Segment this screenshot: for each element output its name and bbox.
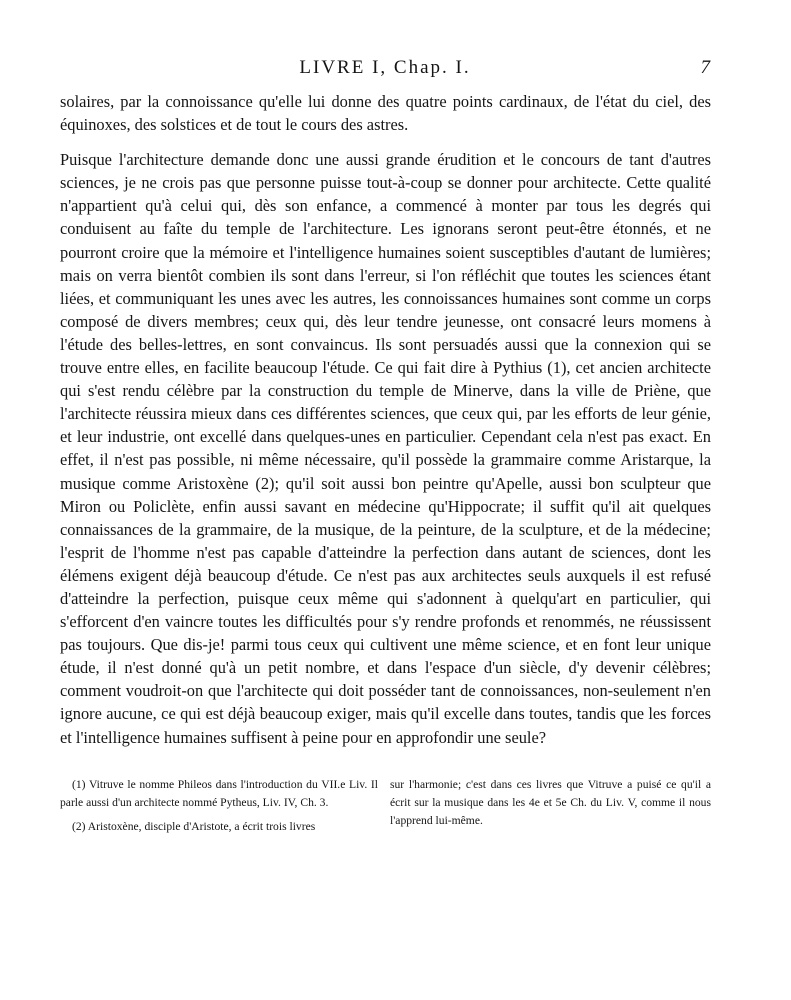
footnotes-left-column <box>60 776 378 841</box>
footnote-1: (1) Vitruve le nomme Phileos dans l'introduction du VII.e Liv. Il parle aussi d'un architecte nommé Pytheus, Liv. IV, Ch. 3. <box>60 778 378 809</box>
page-header <box>60 57 710 83</box>
page-number: 7 <box>700 57 710 78</box>
paragraph-continuation: solaires, par la connoissance qu'elle lui donne des quatre points cardinaux, de l'état du ciel, des équinoxes, des solstices et de tout le cours des astres. <box>60 92 711 135</box>
footnote-2-continuation: sur l'harmonie; c'est dans ces livres que Vitruve a puisé ce qu'il a écrit sur la musique dans les 4e et 5e Ch. du Liv. V, comme il nous l'apprend lui-même. <box>390 778 711 827</box>
footnotes-right-column <box>390 776 711 829</box>
running-head: LIVRE I, Chap. I. <box>299 57 471 78</box>
main-text <box>60 90 711 749</box>
footnote-2-start: (2) Aristoxène, disciple d'Aristote, a écrit trois livres <box>72 819 316 833</box>
paragraph-main: Puisque l'architecture demande donc une aussi grande érudition et le concours de tant d'autres sciences, je ne crois pas que personne puisse tout-à-coup se donner pour architecte. Cette qualité n'appartient qu'à celui qui, dès son enfance, a commencé à monter par tous les degrés qui conduisent au faîte du temple de l'architecture. Les ignorans seront peut-être étonnés, et ne pourront croire que la mémoire et l'intelligence humaines soient susceptibles d'autant de lumières; mais on verra bientôt combien ils sont dans l'erreur, si l'on réfléchit que toutes les sciences étant liées, et communiquant les unes avec les autres, les connoissances humaines sont comme un corps composé de divers membres; ceux qui, dès leur tendre jeunesse, ont consacré leurs momens à l'étude des belles-lettres, en sont convaincus. Ils sont persuadés aussi que la connexion qui se trouve entre elles, en facilite beaucoup l'étude. Ce qui fait dire à Pythius (1), cet ancien architecte qui s'est rendu célèbre par la construction du temple de Minerve, dans la ville de Priène, que l'architecte réussira mieux dans ces différentes sciences, que ceux qui, par les efforts de leur génie, et leur industrie, ont excellé dans quelques-unes en particulier. Cependant cela n'est pas exact. En effet, il n'est pas possible, ni même nécessaire, qu'il possède la grammaire comme Aristarque, la musique comme Aristoxène (2); qu'il soit aussi bon peintre qu'Apelle, aussi bon sculpteur que Miron ou Policlète, enfin aussi savant en médecine qu'Hippocrate; il suffit qu'il ait quelques connaissances de la grammaire, de la musique, de la peinture, de la sculpture, et de la médecine; l'esprit de l'homme n'est pas capable d'atteindre la perfection dans autant de sciences, dont les élémens exigent déjà beaucoup d'étude. Ce n'est pas aux architectes seuls auxquels il est refusé d'atteindre la perfection, puisque ceux même qui s'adonnent à quelqu'art en particulier, qui s'efforcent d'en vaincre toutes les difficultés pour s'y rendre profonds et renommés, ne réussissent pas toujours. Que dis-je! parmi tous ceux qui cultivent une même science, et en font leur unique étude, il n'est donné qu'à un petit nombre, et dans l'espace d'un siècle, d'y devenir célèbres; comment voudroit-on que l'architecte qui doit posséder tant de connoissances, non-seulement n'en ignore aucune, ce qui est déjà beaucoup exiger, mais qu'il excelle dans toutes, tandis que les forces et l'intelligence humaines suffisent à peine pour en approfondir une seule? <box>60 150 711 747</box>
